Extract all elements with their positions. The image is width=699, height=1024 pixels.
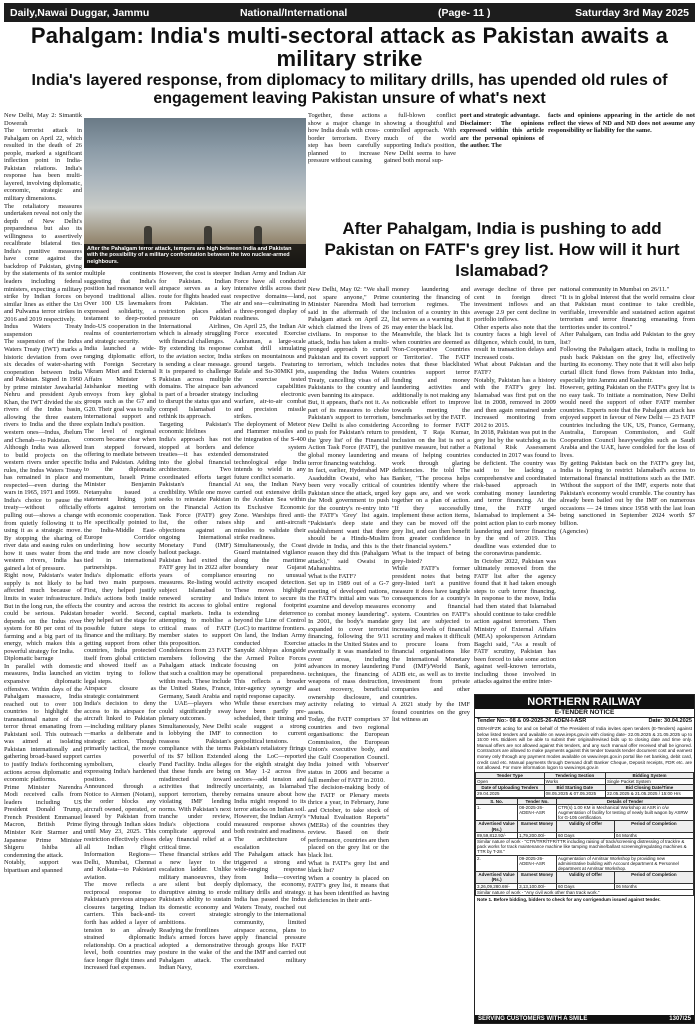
tender-footer <box>475 1015 694 1023</box>
tender-body: DEN-II/FZR acting for and on behalf of The President of India invites open tenders (E-Tenders) against below listed tenders and available on www.ireps.gov.in with closing date- 22.05.2025 & 21.05.2025 up to 15:00 Hrs. Bidders will be able to submit their original/revised bids up to closing date and time only. Manual offers are not allowed against this tenders, and any such manual offer received shall be ignored. Contractors are allowed to make payments against this tender towards tender document cost and earnest money only through any payment modes available on www.ireps.gov.in portal like net banking, debit card, credit card etc. Manual payments through Demand draft Banker Cheque, Deposit receipts, FDR etc. are not allowed. For more information logon to www.ireps.gov.in <box>477 726 692 771</box>
th-earnest: Earnest Money <box>518 872 557 883</box>
th-tender-type: Tender Type <box>476 772 545 778</box>
masthead-strip <box>4 3 695 22</box>
td-details: Augmentation of Amritsar Workshop by providing new administrative building with Account department & Personnel department at Amritsar Workshop. <box>557 855 694 872</box>
td-type: Open <box>476 778 545 784</box>
railway-tender-ad <box>474 694 695 1024</box>
tender-org: NORTHERN RAILWAY <box>475 695 694 709</box>
fatf-column-2: money laundering and countering the financing of terrorism regimes. The inclusion of a country in this list serves as a warning that it may enter the black list. Meanwhile, the black list is when countries are deemed as 'Non-Cooperative Countries or Territories'. The FATF notes that these blacklisted countries support terror funding and money laundering activities and additionally is not making any noticeable effort to improve towards meeting the benchmarks set by the FATF. According to former FATF president, T Raja Kumar, inclusion on the list is not a punitive measure, but rather a means of helping countries work through glaring deficiencies. He told The Banker, "The process helps countries identify where the key gaps are, and we work together on a plan of action. "If they successfully implement these action items, they can be moved off the grey list, and can then benefit from greater confidence in their financial system." What is the impact of being grey-listed? While FATF's former president notes that being grey-listed isn't a punitive measure it does have tangible consequences for a country's economy and financial system. Countries on FATF's grey list are subjected to increasing levels of financial scrutiny and makes it difficult to procure loans from financial organisations like the International Monetary Fund (IMF)/World Bank, ADB etc, as well as to invite investment from private companies and other countries. A 2021 study by the IMF found countries on the grey list witness an <box>392 286 470 724</box>
th-bid-start: Bid Starting Date <box>544 785 605 791</box>
lead-column-1: New Delhi, May 2: Simantik Dowerah The terrorist attack in Pahalgam on April 22, which resulted in the death of 26 people, marked a significant inflection point in India-Pakistan relations. India's response has been multi-layered, involving diplomatic, economic, strategic and military dimensions. The retaliatory measures undertaken reveal not only the depth of New Delhi's preparedness but also its willingness to assertively recalibrate bilateral ties. India's punitive measures have come against the backdrop of Pakistan, giving by the statements of its senior leaders including federal ministers, expecting a military strike by Indian forces on similar lines as either the Uri and Pulwama terror strikes in 2016 and 2019 respectively. Indus Waters Treaty suspension The suspension of the Indus Waters Treaty (IWT) marks a historic deviation from over six decades of water-sharing cooperation between India and Pakistan. Signed in 1960 by prime minister Jawaharlal Nehru and president Ayub Khan, the IWT divided the six rivers of the Indus basin, allowing the three eastern rivers to India and the three western ones—Indus, Jhelum and Chenab—to Pakistan. Although India was allowed to build projects on the western rivers under specific rules, the Indus Waters Treaty has remained in place and respected—even during the wars in 1965, 1971 and 1999. India's choice to pause the treaty—without officially pulling out—shows a change from quietly following it to using it as a strategic move. By stopping the sharing of river data and easing rules on how it uses water from the western rivers, India has gained a lot of pressure. Right now, Pakistan's water supply is not likely to be affected much because of limits in water infrastructure. But in the long run, the effects could be serious. Pakistan depends on the Indus river system for 80 per cent of its farming and a big part of its energy, which makes this a powerful strategy for India. Diplomatic barrage In parallel with domestic measures, India launched an expansive diplomatic offensive. Within days of the Pahalgam massacre, India reached out to over 100 countries to highlight the transnational nature of the terror threat emanating from Pakistani soil. This outreach was aimed at isolating Pakistan internationally and gathering broad-based support to justify India's forthcoming actions across diplomatic and economic platforms. Prime Minister Narendra Modi received calls from leaders including US President Donald Trump, French President Emmanuel Macron, British Prime Minister Keir Starmer and Japanese Prime Minister Shigeru Ishiba all condemning the attack. Notably, support was bipartisan and spanned <box>4 112 82 874</box>
issue-date: Saturday 3rd May 2025 <box>575 6 689 19</box>
section-name: National/International <box>234 7 353 19</box>
td-period: 06 Months <box>614 883 693 889</box>
second-headline: After Pahalgam, India is pushing to add Pakistan on FATF's grey list. How will it hurt Islamabad? <box>324 219 680 280</box>
table-row <box>476 804 694 821</box>
td-nature: Similar nature of work - "Any civil work other than track work." <box>476 889 694 895</box>
td-upload-date: 29.04.2025 <box>476 791 545 797</box>
table-row <box>476 855 694 872</box>
lead-column-3: However, the cost is steeper for Pakistan. Indian airspace serves as a key route for flights headed east from Pakistan. The restriction places added pressure on Pakistan International Airlines, which is already struggling with financial challenges. By extending its response to the aviation sector, India is sending a clear message. It is prepared to challenge Pakistan across multiple domains. The airspace ban is part of a broader strategy to disrupt the status quo and compel Islamabad to rethink its approach. Targeting Pakistan's economic lifelines India's approach has not stopped at borders and treaties—it has extended into the global financial architecture. Two coordinated efforts target Pakistan's financial credibility. While one move seeks to reinstate Pakistan on the Financial Action Task Force (FATF) grey list, the other raises objections against an ongoing International Monetary Fund (IMF) bailout package. Pakistan had exited the FATF grey list in 2022 after years of compliance measures. Re-listing would subject Islamabad to renewed scrutiny and restrict its access to global capital markets. India is attempting to mobilise a critical mass of FATF member states to support this proposition. Condolences from 23 FATF members following the Pahalgam attack indicate that such a coalition may be within reach. These include the United States, France, Germany, Saudi Arabia and the UAE—players who could significantly sway plenary outcomes. Simultaneously, New Delhi is lobbying the IMF to reassess Pakistan's compliance with the terms of its $7 billion Extended Fund Facility. India alleges that these funds are being misdirected toward activities that indirectly support terrorism, thereby violating IMF lending norms. With Pakistan's next tranche under review, India's objections could complicate approval and delay financial relief at a critical time. These financial strikes add a new layer to the escalation ladder. Unlike military manoeuvres, they are silent but deeply disruptive aiming to erode Pakistan's ability to sustain its domestic economy and its covert strategic ambitions. Readying the frontlines India's armed forces have adopted a demonstrative posture in the wake of the Pahalgam attack. The Indian Navy, <box>159 270 231 972</box>
tender-date: Date: 30.04.2025 <box>648 718 692 724</box>
td-tender-no: 09-2025-26-ADEN-I-ASR <box>518 855 557 872</box>
td-validity: 60 Days <box>557 832 615 838</box>
tender-number: Tender No:- 08 & 09-2025-26-ADEN-I-ASR <box>477 718 587 724</box>
td-period: 04 Months <box>614 832 693 838</box>
fatf-column-4: national community in Mumbai on 26/11." "It is in global interest that the world remains clear that Pakistan must continue to take credible, verifiable, irreversible and sustained action against terrorism and terror financing emanating from territories under its control." After Pahalgam, can India add Pakistan to the grey list? Following the Pahalgam attack, India is mulling to push back Pakistan on the grey list, effectively hurting its economy. They note that it will also help curtail illicit fund flows from Pakistan into India, especially into Jammu and Kashmir. However, getting Pakistan on the FATF's grey list is no easy task. To initiate a nomination, New Delhi would need the support of other FATF member countries. Experts note that the Pahalgam attack has enjoyed support in favour of New Delhi — 23 FATF countries including the UK, US, France, Germany, Australia, European Commission, and Gulf Cooperation Council heavyweights such as Saudi Arabia and the UAE, have condoled for the loss of lives. By getting Pakistan back on the FATF's grey list, India is hoping to restrict Islamabad's access to international financial institutions such as the IMF. Without the support of the IMF, experts note that Pakistan's economy would crumble. The country has already been bailed out by the IMF on numerous occasions — 24 times since 1958 with the last loan being sanctioned in September 2024 worth $7 billion. (Agencies) <box>560 286 695 535</box>
tender-ref: 1307/25 <box>669 1016 691 1022</box>
tender-detail-table <box>475 798 694 896</box>
th-adv-value: Advertised Value (Rs.) <box>476 821 518 832</box>
paper-name: Daily,Nawai Duggar, Jammu <box>10 6 150 19</box>
lead-headline: Pahalgam: India's multi-sectoral attack as Pakistan awaits a military strike <box>30 23 669 71</box>
td-adv-value: 3,26,09,280.69/- <box>476 883 518 889</box>
lead-photo <box>84 118 306 268</box>
td-bidding: Single Packet System <box>605 778 693 784</box>
td-nature: Similar nature of work - "CTR/TRR/TFR/TTR including raising of track/screening distressing of track/re & pack works for track maintenance machine like tamping machine/ballast screening/regulating machines & TTR by T-28." <box>476 838 694 855</box>
tender-note: Note 1. Before bidding, bidders to check for any corrigendum issued against tender. <box>477 897 661 903</box>
fatf-column-1: New Delhi, May 02: "We shall not spare anyone," Prime Minister Narendra Modi had said in the aftermath of the Pahalgam attack on April 22, which claimed the lives of 26 civilians. In response to the attack, India has taken a multi-pronged approach to curtail Pakistan and its covert support to terrorism, which includes suspending the Indus Waters Treaty, cancelling visas of all Pakistanis to the country and even banning its airspace. But, it appears, that's not it. As part of its measures to choke Pakistan's support to terrorism, New Delhi is also considering to push for Pakistan's return to the 'grey list' of the Financial Action Task Force (FATF), the global money laundering and terror financing watchdog. In fact, earlier, Hyderabad MP Asaduddin Owaisi, who has been very vocally critical of Pakistan since the attack, urged the Modi government to push for the country's re-entry into the FATF's 'Grey' list again. "Pakistan's deep state and establishment want that there should be a Hindu-Muslim divide in India, and this is the reason they did this (Pahalgam attack)," said Owaisi in Maharashtra. What is the FATF? Set up in 1989 out of a G-7 meeting of developed nations, the FATF's initial aim was "to examine and develop measures to combat money laundering". In 2001, the body's mandate expanded to cover terrorist financing, following the 9/11 attacks in the United States and eventually it was mandated to cover areas, including advances in money laundering techniques, the financing of weapons of mass destruction, asset recovery, beneficial ownership disclosure, and activity relating to virtual assets. Today, the FATF comprises 37 countries and two regional organisations: the European Commission, the European Union's executive body, and the Gulf Cooperation Council. India joined with 'observer' status in 2006 and became a full member of FATF in 2010. The decision-making body of the FATF or Plenary meets thrice a year, in February, June and October, to take stock of "Mutual Evaluation Reports" (MERs) of the countries they review. Based on their performance, countries are then placed on the grey list or the black list. What is FATF's grey list and black list? When a country is placed on FATF's grey list, it means that it has been identified as having deficiencies in their anti- <box>308 286 389 905</box>
th-details: Details of Tender <box>557 798 694 804</box>
th-validity: Validity of Offer <box>557 821 615 832</box>
fatf-column-3: average decline of three per cent in foreign direct investment inflows and an average 2.9 per cent decline in portfolio inflows. Other experts also note that the country faces a high level of diligence, which could, in turn, result in transaction delays and increased costs. What about Pakistan and the FATF? Notably, Pakistan has a history with the FATF's grey list. Islamabad was first put on the list in 2008, removed in 2009 and then again remained under increased monitoring from 2012 to 2015. In 2018, Pakistan was put in the grey list by the watchdog as its National Risk Assessment conducted in 2017 was found to be deficient. The country was said to be lacking a comprehensive and coordinated risk-based approach in combating money laundering and terror financing. At the time, the FATF urged Islamabad to implement a 34-point action plan to curb money laundering and terror financing by the end of 2019. This deadline was extended due to the coronavirus pandemic. In October 2022, Pakistan was ultimately removed from the FATF list after the agency found that it had taken enough steps to curb terror financing. In response to the move, India had then stated that Islamabad should continue to take credible action against terrorism. Then Ministry of External Affairs (MEA) spokesperson Arindam Bagchi said, "As a result of FATF scrutiny, Pakistan has been forced to take some action against well-known terrorists, including those involved in attacks against the entire inter- <box>474 286 556 686</box>
td-bid-close: 22.05.2025 & 21.05.2025 / 15:00 Hrs <box>605 791 693 797</box>
td-bid-start: 08.05.2025 & 07.05.2025 <box>544 791 605 797</box>
th-validity: Validity of Offer <box>557 872 615 883</box>
page-number: (Page- 11 ) <box>437 6 491 19</box>
td-section: Works <box>544 778 605 784</box>
td-tender-no: 08-2025-26-ADEN-I-ASR <box>518 804 557 821</box>
lead-continued-1: Together, these actions show a major change in how India deals with cross-border terrorism. Every step has been carefully planned to increase pressure without causing <box>308 112 382 165</box>
th-earnest: Earnest Money <box>518 821 557 832</box>
td-adv-value: 89,59,812.92/- <box>476 832 518 838</box>
th-bidding: Bidding System <box>605 772 693 778</box>
th-section: Tendering Section <box>544 772 605 778</box>
th-period: Period of Completion <box>614 872 693 883</box>
tender-slogan: SERVING CUSTOMERS WITH A SMILE <box>478 1016 588 1022</box>
tender-type-table <box>475 772 694 798</box>
photo-caption: After the Pahalgam terror attack, tempers are high between India and Pakistan with the possibility of a military confrontation between the two nuclear-armed neighbours. <box>84 244 306 268</box>
th-bid-close: Bid Closing Date/Time <box>605 785 693 791</box>
th-tender-no: Tender No. <box>518 798 557 804</box>
td-validity: 60 Days <box>557 883 615 889</box>
lead-column-4: Indian Army and Indian Air Force have all conducted intensive drills across their respective domains—land, air and sea—culminating in a three-pronged display of readiness. On April 25, the Indian Air Force executed Exercise Aakraman, a large-scale combat drill simulating strikes on mountainous and ground targets. Featuring Rafale and Su-30MKI jets, the exercise tested advanced capabilities including electronic warfare, air-to-air combat and precision missile strikes. The deployment of Meteor and Hammer missiles and the integration of the S-400 defence system demonstrated the technological edge India intends to wield in any future conflict scenario. At sea, the Indian Navy carried out extensive drills in the Arabian Sea within its Exclusive Economic Zone. Warships fired anti-ship and anti-aircraft missiles to validate their strike readiness. Simultaneously, the Coast Guard maintained vigilance along the maritime boundary near Gujarat ensuring no unusual activity escaped detection. These moves highlight India's intent to secure its entire regional footprint extending deterrence beyond the Line of Control (LoC) to maritime frontiers. On land, the Indian Army conducted Exercise Sanyukt Abhyas alongside the Armed Police Forces focusing on joint operational preparedness. This reflects a broader inter-agency synergy and rapid response capacity. While these exercises may have been partly pre-scheduled, their timing and scale suggest a strong connection to current geopolitical tensions. Pakistan's retaliatory firings along the LoC—reported for the eighth straight day on May 1-2 across five sectors—add tension and uncertainty, as Islamabad remains unsure about how India might respond to its terror attacks on Indian soil. However, the Indian Army's measured response shows both restraint and readiness. The architecture of escalation The Pahalgam attack has triggered a strong and wide-ranging response from India—covering diplomacy, the economy, military drills and strategy. India has passed the Indus Waters Treaty, reached out strongly to the international community, limited airspace access, plans to apply financial pressure through groups like FATF and the IMF and carried out coordinated military exercises. <box>234 270 306 972</box>
th-sn: S. No. <box>476 798 518 804</box>
td-earnest: 1,79,200.00/- <box>518 832 557 838</box>
td-sn: 1. <box>476 804 518 821</box>
td-sn: 2. <box>476 855 518 872</box>
th-upload-date: Date of Uploading Tenders <box>476 785 545 791</box>
disclaimer-2: facts and opinions appearing in the article do not reflect the views of ND and ND does not assume any responsibility or liability for the same. <box>548 112 697 135</box>
tender-number-row <box>475 718 694 725</box>
lead-column-2: multiple continents suggesting that India's position had resonance well beyond traditional allies. Over 100 US lawmakers expressed solidarity, a testament to deep-rooted Indo-US cooperation in the realms of counterterrorism and strategic security. India launched a wide-ranging diplomatic effort, with Foreign Secretary Vikram Misri and External Affairs Minister S Jaishankar meeting with envoys from key global groups such as the G7 and G20. Their goal was to rally international support and explain India's position. The level of regional concern became clear when Iran stepped forward, offering to mediate between India and Pakistan. Adding to the diplomatic momentum, Israeli Prime Minister Benjamin Netanyahu issued a statement linking joint efforts against terrorism with economic cooperation. He specifically pointed to the India-Middle East-Europe Corridor underlining how security and trade are now closely tied in international partnerships. India's diplomatic efforts had two main purposes. First, they helped justify India's actions both inside the country and across the broader world. Second, they helped set the stage for possible future steps to finance and the military. By getting support from other countries, India protected itself from global criticism and showed itself as a victim trying to follow legal steps. Airspace closure as strategic containment India's decision to deny access to its airspace for aircraft linked to Pakistan—including military planes—marks a deliberate and strategic action. Though primarily tactical, the move carries powerful symbolism, clearly expressing India's hardened position. Announced through a Notice to Airmen (Notam), the order blocks any aircraft owned, operated, or leased by Pakistan from flying through Indian skies until May 23, 2025. This restriction effectively closes all Indian Flight Information Regions—Delhi, Mumbai, Chennai and Kolkata—to Pakistani aviation. The move reflects a reciprocal response to Pakistan's previous airspace closures targeting Indian carriers. This back-and-forth has added a layer of tension to an already strained diplomatic relationship. On a practical level, both countries may face longer flight times and increased fuel expenses. <box>84 270 156 972</box>
lead-continued-2: a full-blown conflict showing a thoughtful and controlled approach. With much of the world supporting India's position, New Delhi seems to have gained both moral sup- <box>384 112 458 165</box>
td-earnest: 3,13,100.00/- <box>518 883 557 889</box>
tender-notice-title: E-TENDER NOTICE <box>475 709 694 718</box>
disclaimer-1: port and strategic advantage. Disclaimer: The opinions expressed within this article are the personal opinions of the author. The <box>460 112 544 150</box>
th-adv-value: Advertised Value (Rs.) <box>476 872 518 883</box>
lead-subheadline: India's layered response, from diplomacy to military drills, has upended old rules of engagement leaving Pakistan unsure of what's next <box>31 72 668 107</box>
th-period: Period of Completion <box>614 821 693 832</box>
td-details: CTR(s) 1.00 KM in Mechanical Workshop at ASR in c/w Augmentation of facility for testing of newly built wagon by ASRW for G-105 certification. <box>557 804 694 821</box>
